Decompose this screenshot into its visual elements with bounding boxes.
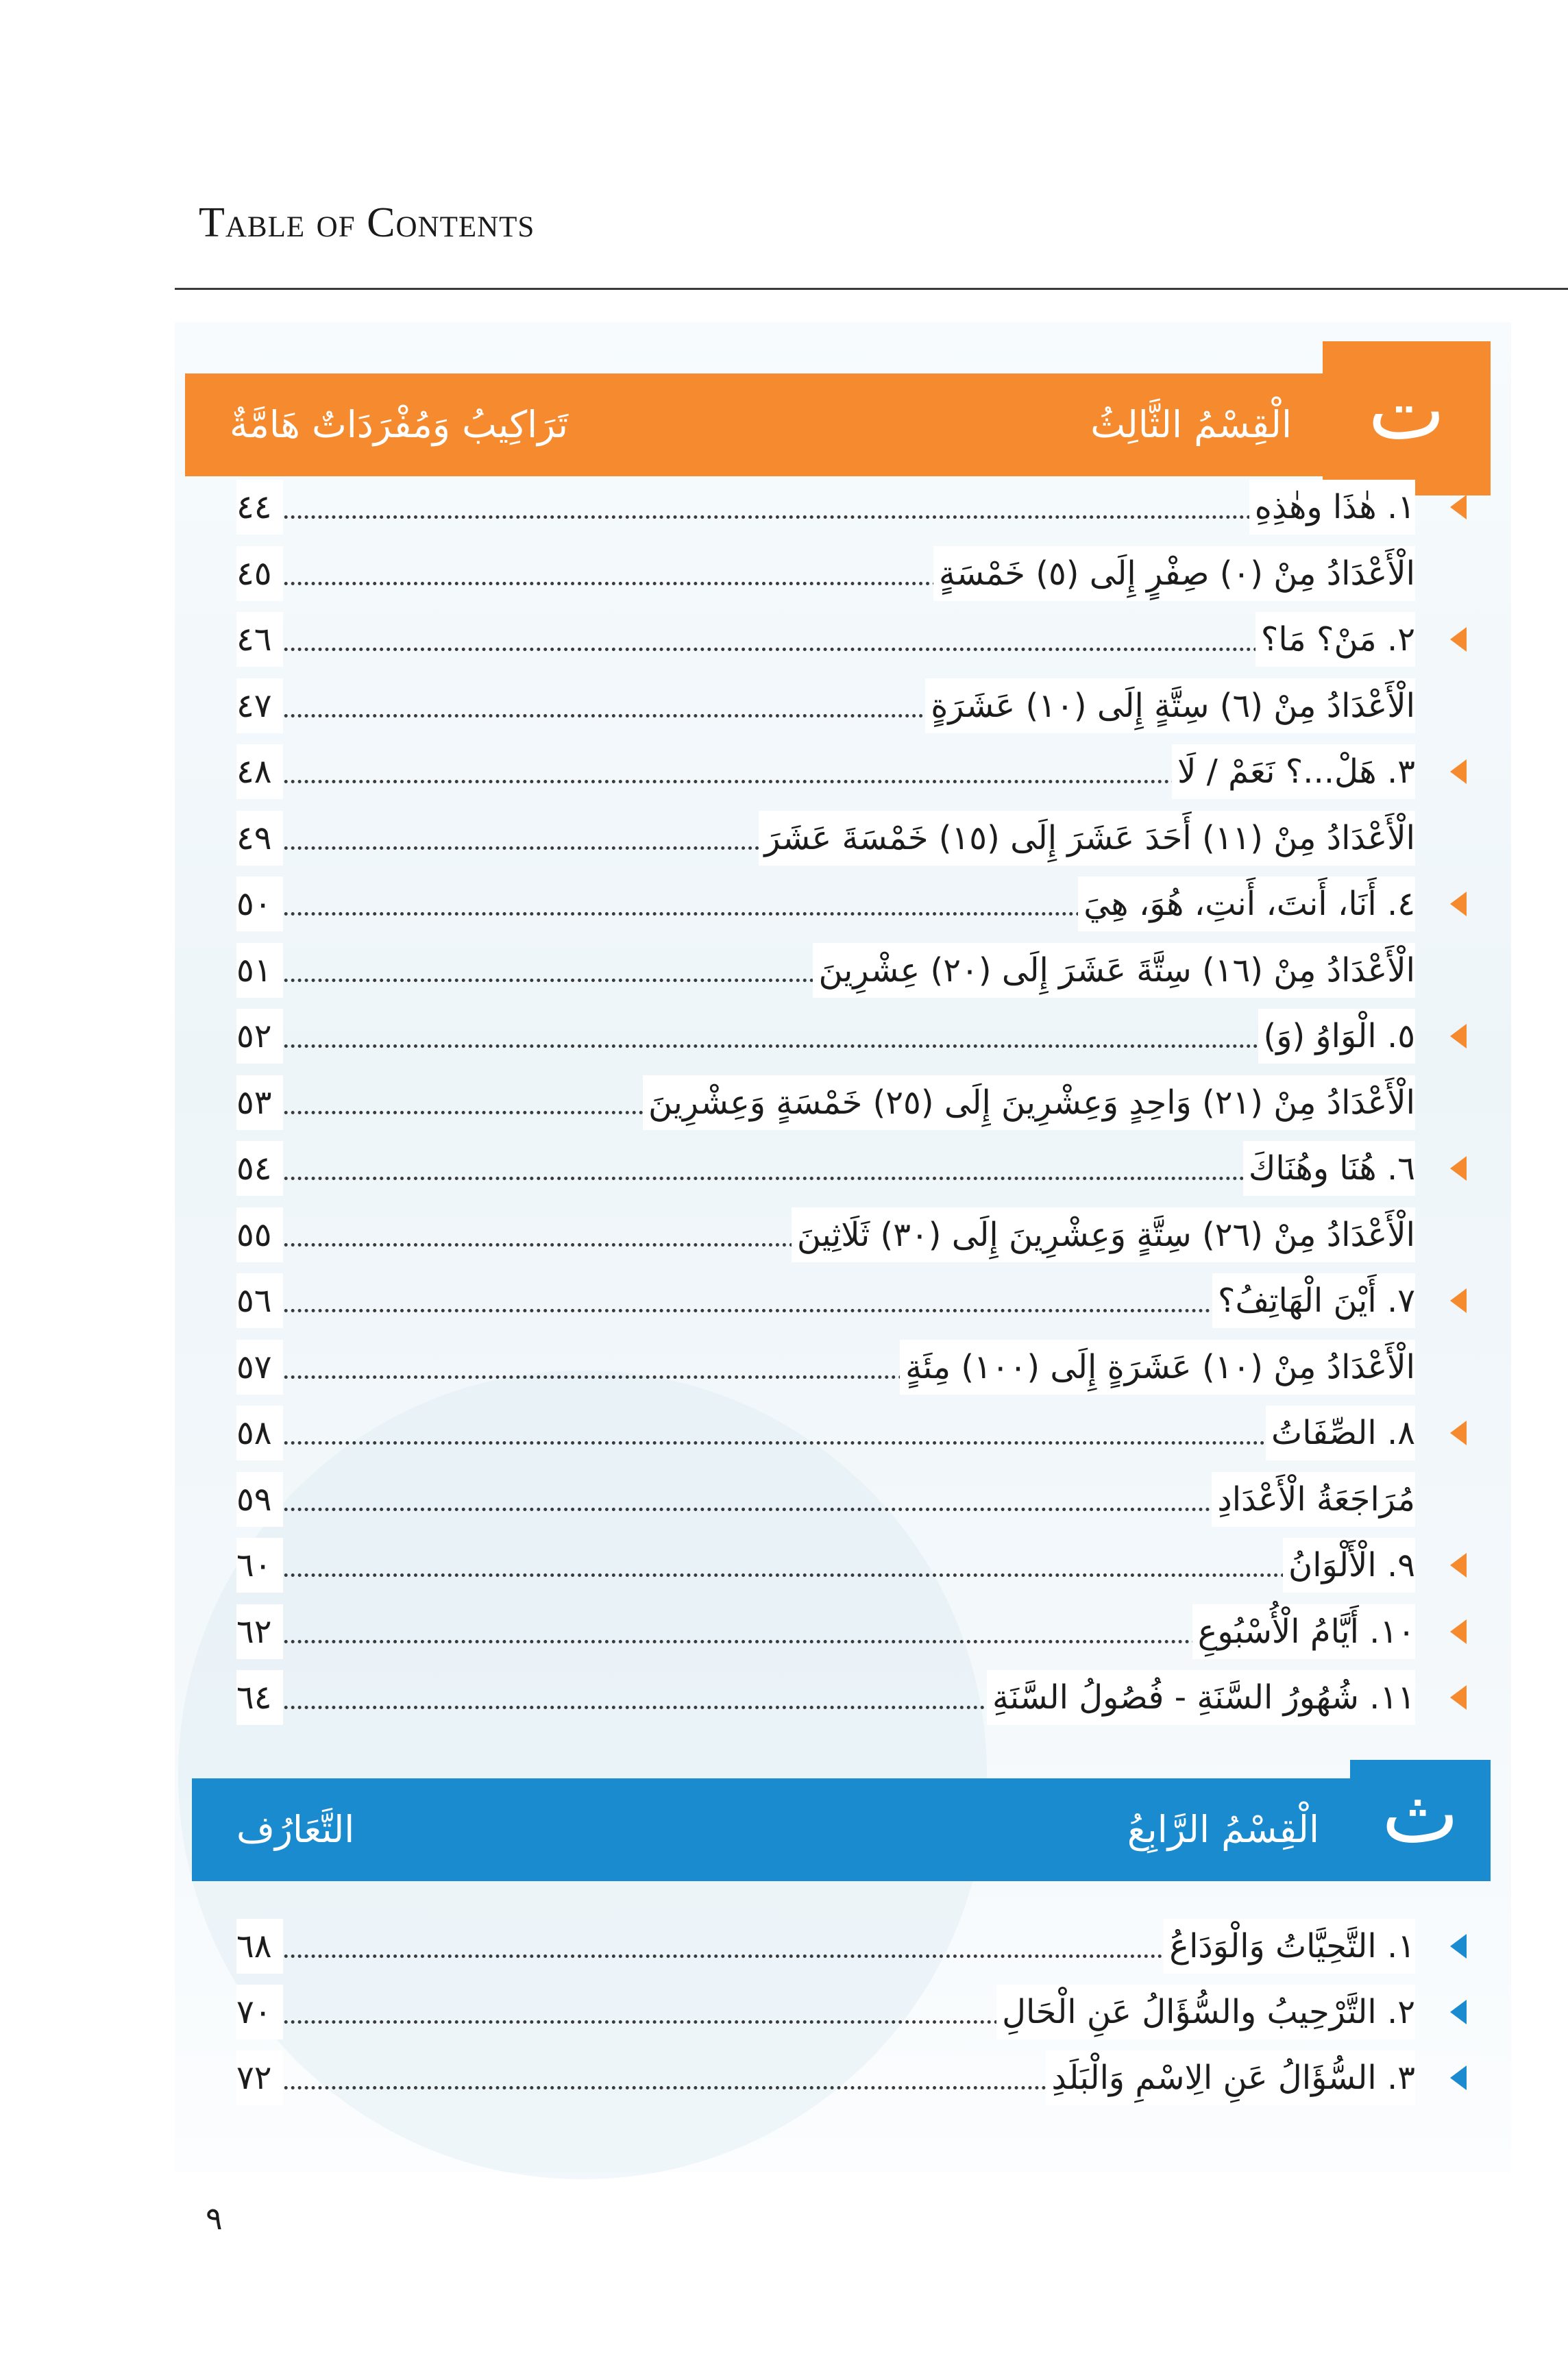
- section-4-bar: [192, 1778, 1350, 1881]
- toc-entry[interactable]: [236, 877, 1415, 931]
- dot-leader: [236, 1044, 1415, 1048]
- bullet-arrow-icon: [1450, 627, 1467, 652]
- entry-page: ٥٠: [236, 877, 283, 931]
- entry-page: ٧٠: [236, 1985, 283, 2039]
- toc-entry[interactable]: [236, 1538, 1415, 1593]
- entry-title: ١. التَّحِيَّاتُ وَالْوَدَاعُ: [1164, 1919, 1415, 1974]
- header-rule: [175, 288, 1568, 290]
- section-3-banner: [185, 363, 1491, 476]
- dot-leader: [236, 1573, 1415, 1577]
- section-4-subtitle: التَّعَارُف: [236, 1808, 355, 1851]
- page-title: Table of Contents: [199, 199, 535, 246]
- entry-title: الْأَعْدَادُ مِنْ (٢١) وَاحِدٍ وَعِشْرِينَ إِلَى (٢٥) خَمْسَةٍ وَعِشْرِينَ: [643, 1075, 1415, 1130]
- entry-page: ٥٩: [236, 1472, 283, 1527]
- dot-leader: [236, 515, 1415, 519]
- toc-entry[interactable]: [236, 1340, 1415, 1395]
- entry-title: الْأَعْدَادُ مِنْ (١٦) سِتَّةَ عَشَرَ إِلَى (٢٠) عِشْرِينَ: [813, 943, 1415, 998]
- bullet-arrow-icon: [1450, 1024, 1467, 1049]
- entry-page: ٧٢: [236, 2050, 283, 2105]
- toc-entry[interactable]: [236, 1273, 1415, 1328]
- entry-title: ٩. الْأَلْوَانُ: [1283, 1538, 1415, 1593]
- toc-entry[interactable]: [236, 1604, 1415, 1659]
- toc-entry[interactable]: [236, 1208, 1415, 1262]
- bullet-arrow-icon: [1450, 1421, 1467, 1445]
- entry-page: ٥٦: [236, 1273, 283, 1328]
- section-4-banner: [192, 1767, 1491, 1881]
- dot-leader: [236, 1177, 1415, 1180]
- entry-title: ٣. هَلْ...؟ نَعَمْ / لَا: [1172, 744, 1415, 799]
- section-4-title: الْقِسْمُ الرَّابِعُ: [1127, 1808, 1319, 1851]
- bullet-arrow-icon: [1450, 2066, 1467, 2090]
- entry-title: الْأَعْدَادُ مِنْ (٠) صِفْرٍ إِلَى (٥) خَمْسَةٍ: [933, 546, 1415, 601]
- entry-page: ٥٧: [236, 1340, 283, 1395]
- entry-title: ٥. الْوَاوُ (وَ): [1258, 1009, 1415, 1064]
- toc-entry[interactable]: [236, 1009, 1415, 1064]
- page-number: ٩: [206, 2200, 223, 2237]
- entry-title: ٧. أَيْنَ الْهَاتِفُ؟: [1212, 1273, 1415, 1328]
- toc-entry[interactable]: [236, 2050, 1415, 2105]
- entry-page: ٥٨: [236, 1406, 283, 1460]
- entry-page: ٦٨: [236, 1919, 283, 1974]
- toc-entry[interactable]: [236, 546, 1415, 601]
- bullet-arrow-icon: [1450, 1553, 1467, 1578]
- toc-entry[interactable]: [236, 480, 1415, 535]
- entry-title: ٢. التَّرْحِيبُ والسُّؤَالُ عَنِ الْحَالِ: [996, 1985, 1415, 2039]
- entry-page: ٦٤: [236, 1670, 283, 1725]
- bullet-arrow-icon: [1450, 1934, 1467, 1959]
- bullet-arrow-icon: [1450, 1156, 1467, 1181]
- toc-entry[interactable]: [236, 1670, 1415, 1725]
- entry-page: ٤٧: [236, 678, 283, 733]
- bullet-arrow-icon: [1450, 759, 1467, 784]
- section-3-subtitle: تَرَاكِيبُ وَمُفْرَدَاتٌ هَامَّةٌ: [230, 403, 568, 446]
- section-3-letter-tab: [1323, 341, 1491, 495]
- toc-entry[interactable]: [236, 1406, 1415, 1460]
- entry-page: ٤٥: [236, 546, 283, 601]
- toc-entry[interactable]: [236, 678, 1415, 733]
- bullet-arrow-icon: [1450, 2000, 1467, 2024]
- toc-entry[interactable]: [236, 943, 1415, 998]
- toc-entry[interactable]: [236, 1985, 1415, 2039]
- section-3-title: الْقِسْمُ الثَّالِثُ: [1090, 403, 1292, 446]
- bullet-arrow-icon: [1450, 892, 1467, 916]
- section-3-letter: ت: [1368, 363, 1445, 458]
- entry-title: ١١. شُهُورُ السَّنَةِ - فُصُولُ السَّنَةِ: [987, 1670, 1415, 1725]
- entry-page: ٥٥: [236, 1208, 283, 1262]
- entry-page: ٥٤: [236, 1141, 283, 1196]
- entry-title: ٤. أَنَا، أَنتَ، أَنتِ، هُوَ، هِيَ: [1078, 877, 1415, 931]
- toc-entry[interactable]: [236, 1075, 1415, 1130]
- entry-title: ٢. مَنْ؟ مَا؟: [1255, 612, 1415, 667]
- entry-title: مُرَاجَعَةُ الْأَعْدَادِ: [1212, 1472, 1415, 1527]
- bullet-arrow-icon: [1450, 1685, 1467, 1710]
- section-4-letter-tab: [1350, 1760, 1491, 1881]
- entry-title: ٨. الصِّفَاتُ: [1266, 1406, 1415, 1460]
- entry-page: ٤٤: [236, 480, 283, 535]
- toc-entry[interactable]: [236, 744, 1415, 799]
- entry-title: الْأَعْدَادُ مِنْ (١٠) عَشَرَةٍ إِلَى (١٠٠) مِئَةٍ: [900, 1340, 1415, 1395]
- entry-title: الْأَعْدَادُ مِنْ (٦) سِتَّةٍ إِلَى (١٠) عَشَرَةٍ: [925, 678, 1415, 733]
- bullet-arrow-icon: [1450, 495, 1467, 519]
- entry-page: ٥٣: [236, 1075, 283, 1130]
- entry-title: الْأَعْدَادُ مِنْ (١١) أَحَدَ عَشَرَ إِلَى (١٥) خَمْسَةَ عَشَرَ: [759, 811, 1415, 866]
- toc-entry[interactable]: [236, 1472, 1415, 1527]
- toc-entry[interactable]: [236, 1141, 1415, 1196]
- toc-entry[interactable]: [236, 1919, 1415, 1974]
- entry-title: ٣. السُّؤَالُ عَنِ الِاسْمِ وَالْبَلَدِ: [1046, 2050, 1415, 2105]
- entry-page: ٦٠: [236, 1538, 283, 1593]
- entry-title: الْأَعْدَادُ مِنْ (٢٦) سِتَّةٍ وَعِشْرِينَ إِلَى (٣٠) ثَلَاثِينَ: [792, 1208, 1415, 1262]
- bullet-arrow-icon: [1450, 1288, 1467, 1313]
- toc-entry[interactable]: [236, 811, 1415, 866]
- section-4-letter: ث: [1382, 1767, 1459, 1862]
- section-3-bar: [185, 373, 1323, 476]
- entry-title: ٦. هُنَا وهُنَاكَ: [1243, 1141, 1415, 1196]
- toc-entry[interactable]: [236, 612, 1415, 667]
- entry-page: ٤٦: [236, 612, 283, 667]
- dot-leader: [236, 648, 1415, 651]
- bullet-arrow-icon: [1450, 1619, 1467, 1644]
- entry-page: ٥٢: [236, 1009, 283, 1064]
- entry-page: ٤٩: [236, 811, 283, 866]
- entry-title: ١٠. أَيَّامُ الْأُسْبُوعِ: [1192, 1604, 1415, 1659]
- entry-title: ١. هٰذَا وهٰذِهِ: [1249, 480, 1415, 535]
- entry-page: ٤٨: [236, 744, 283, 799]
- entry-page: ٥١: [236, 943, 283, 998]
- entry-page: ٦٢: [236, 1604, 283, 1659]
- dot-leader: [236, 1441, 1415, 1445]
